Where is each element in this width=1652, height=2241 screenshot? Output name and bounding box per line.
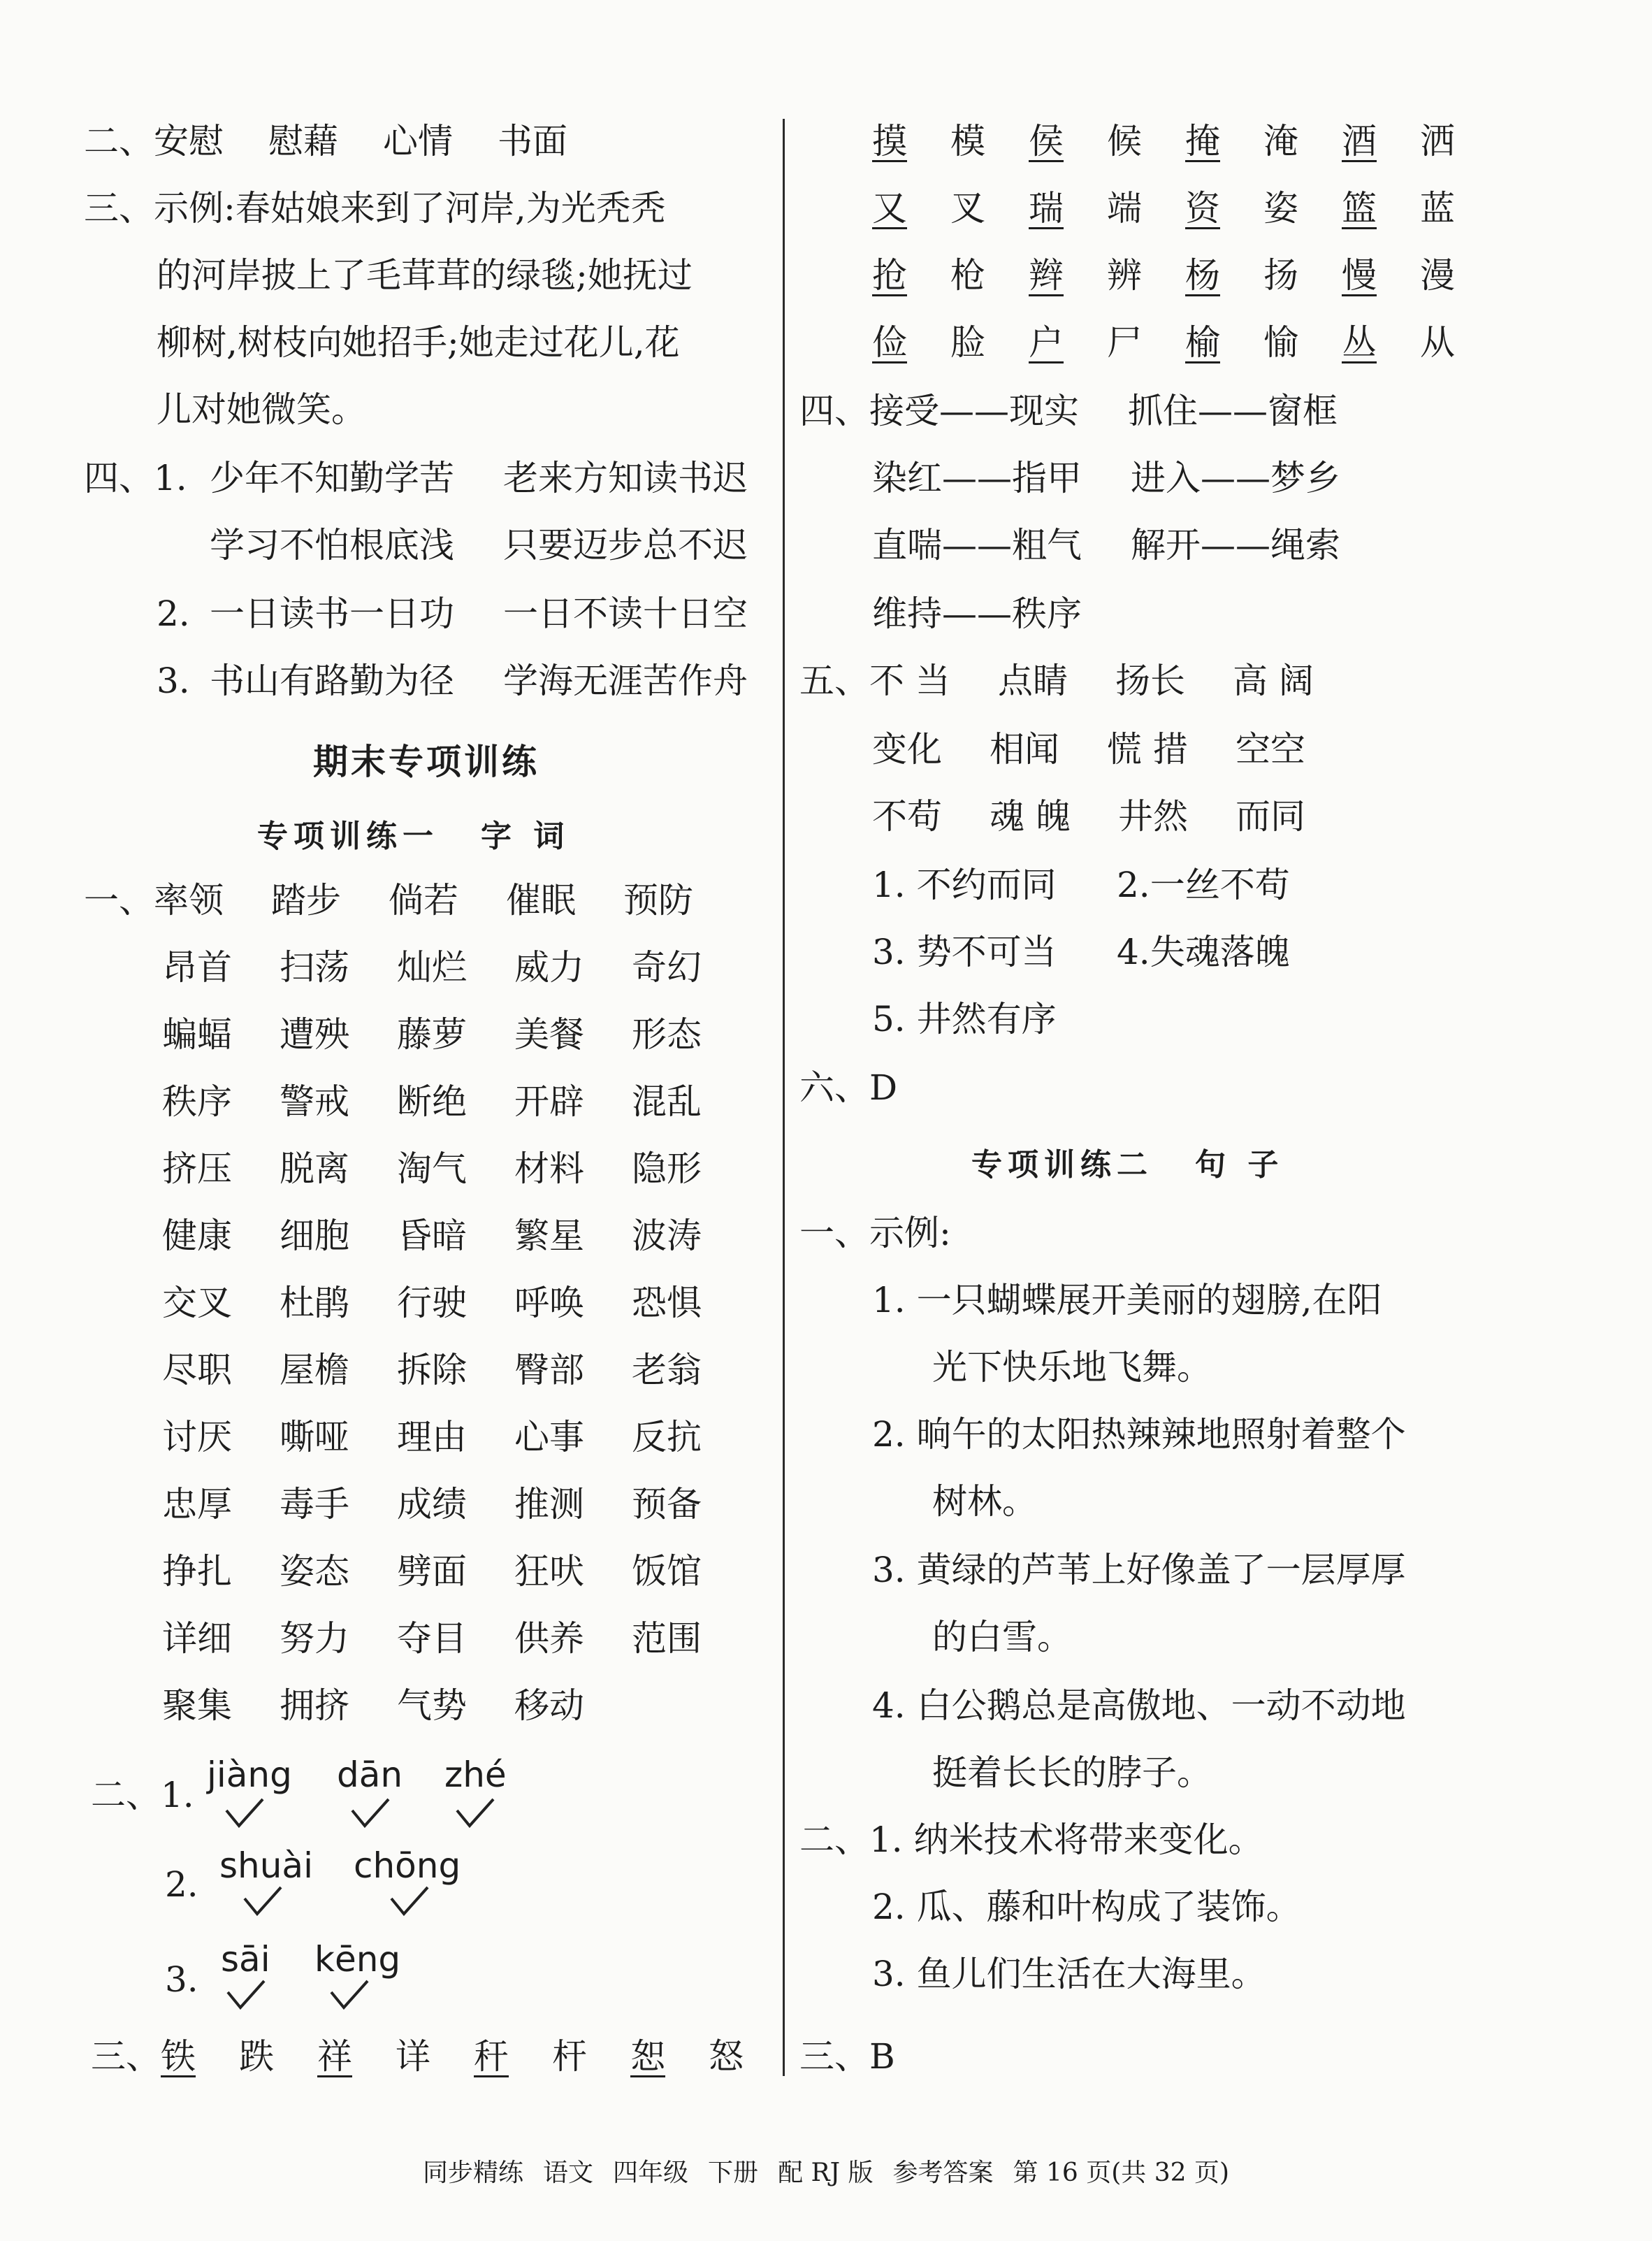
char-pair-row	[91, 2034, 787, 2079]
poem-line	[157, 591, 748, 636]
checkmark-icon	[225, 1980, 267, 2010]
char: 辨	[1107, 255, 1142, 296]
paragraph-text: 示例:春姑娘来到了河岸,为光秃秃	[154, 188, 666, 229]
checkmark-icon	[349, 1798, 391, 1829]
word: 屋檐	[280, 1350, 349, 1390]
item-number: 3.	[157, 661, 190, 701]
word: 拥挤	[280, 1685, 349, 1726]
fill-word: 扬长	[1115, 661, 1185, 701]
word-row	[162, 1348, 749, 1392]
char: 模	[950, 121, 985, 161]
word: 尽职	[162, 1350, 232, 1390]
verse-a: 一日读书一日功	[210, 593, 454, 634]
char: 杆	[552, 2036, 587, 2077]
sentence-line: 2. 晌午的太阳热辣辣地照射着整个	[872, 1414, 1406, 1455]
chosen-char: 抢	[872, 255, 907, 296]
footer-series: 同步精练	[423, 2159, 524, 2187]
word: 恐惧	[632, 1283, 702, 1323]
sentence-line: 挺着长长的脖子。	[932, 1752, 1212, 1793]
char-pair-row	[872, 119, 1498, 164]
word: 波涛	[632, 1216, 702, 1256]
sentence-line: 1. 一只蝴蝶展开美丽的翅膀,在阳	[872, 1280, 1382, 1320]
char: 淹	[1263, 121, 1298, 161]
chosen-char: 辫	[1029, 255, 1064, 296]
word: 嘶哑	[280, 1417, 349, 1457]
idiom-answer: 3. 势不可当	[872, 932, 1057, 972]
word: 蝙蝠	[162, 1014, 232, 1055]
sentence-answer: 3. 鱼儿们生活在大海里。	[872, 1954, 1266, 1994]
word: 藤萝	[397, 1014, 467, 1055]
collocation: 维持——秩序	[872, 593, 1082, 634]
pinyin-text: zhé	[444, 1754, 507, 1795]
fill-word: 不 当	[869, 661, 950, 701]
verse-b: 只要迈步总不迟	[503, 525, 748, 565]
word: 讨厌	[162, 1417, 232, 1457]
word: 催眠	[506, 880, 576, 921]
char: 漫	[1420, 255, 1455, 296]
page-number: 第 16 页(共 32 页)	[1013, 2159, 1229, 2187]
fill-word: 慌 措	[1107, 729, 1188, 770]
sentence-answer-row	[799, 1817, 1263, 1862]
word-row	[162, 1281, 749, 1325]
word: 移动	[514, 1685, 584, 1726]
word: 奇幻	[632, 947, 702, 988]
pinyin-text: kēng	[314, 1939, 401, 1980]
subsection-name: 专项训练一	[257, 819, 439, 854]
checkmark-icon	[328, 1980, 370, 2010]
section-label: 一、示例:	[799, 1213, 951, 1253]
idiom-fill-row	[799, 658, 1314, 703]
sentence-answer: 1. 纳米技术将带来变化。	[869, 1820, 1263, 1860]
word: 毒手	[280, 1484, 349, 1525]
word: 努力	[280, 1618, 349, 1659]
word: 聚集	[162, 1685, 232, 1726]
chosen-char: 铁	[161, 2036, 196, 2077]
verse-b: 一日不读十日空	[503, 593, 748, 634]
word: 警戒	[280, 1081, 349, 1122]
char: 尸	[1107, 322, 1142, 363]
fill-word: 不苟	[872, 796, 942, 837]
idiom-fill-row	[872, 727, 1305, 772]
word: 范围	[632, 1618, 702, 1659]
idiom-answer: 4.失魂落魄	[1117, 932, 1290, 972]
idiom-answer-row	[872, 863, 1290, 907]
section-6-answer: 六、D	[799, 1067, 898, 1108]
section-label: 二、	[91, 1775, 161, 1815]
checkmark-icon	[242, 1886, 284, 1917]
pinyin-row-3	[165, 1957, 198, 2002]
word: 形态	[632, 1014, 702, 1055]
chosen-char: 酒	[1342, 121, 1377, 161]
char: 端	[1107, 188, 1142, 229]
fill-word: 空空	[1236, 729, 1305, 770]
subsection-topic: 句 子	[1195, 1147, 1284, 1183]
chosen-char: 摸	[872, 121, 907, 161]
section-label: 一、	[84, 880, 154, 921]
word: 狂吠	[514, 1551, 584, 1592]
sentence-line: 的白雪。	[932, 1617, 1072, 1657]
word: 预防	[623, 880, 693, 921]
pinyin-text: shuài	[219, 1845, 313, 1886]
collocation-row	[799, 389, 1338, 433]
subsection-topic: 字 词	[481, 819, 570, 854]
item-number: 1.	[154, 458, 187, 498]
pinyin-text: jiàng	[207, 1754, 292, 1795]
footer-volume: 下册	[708, 2159, 759, 2187]
section-label: 四、	[799, 391, 869, 431]
fill-word: 而同	[1236, 796, 1305, 837]
footer-grade: 四年级	[613, 2159, 689, 2187]
char: 候	[1107, 121, 1142, 161]
subsection-title	[257, 811, 570, 856]
answer-word: 慰藉	[268, 121, 338, 161]
idiom-answer: 2.一丝不苟	[1117, 865, 1290, 905]
idiom-answer-row	[872, 930, 1290, 974]
pinyin-text: sāi	[221, 1939, 270, 1980]
pinyin-row-2	[165, 1862, 198, 1907]
paragraph-line: 儿对她微笑。	[157, 389, 366, 430]
word: 扫荡	[280, 947, 349, 988]
word: 臀部	[514, 1350, 584, 1390]
section-label: 四、	[84, 458, 154, 498]
char: 枪	[950, 255, 985, 296]
section-label: 二、	[799, 1820, 869, 1860]
section-3-answer: 三、B	[799, 2036, 895, 2077]
char: 扬	[1263, 255, 1298, 296]
word: 供养	[514, 1618, 584, 1659]
section-label: 二、	[84, 121, 154, 161]
collocation-row	[872, 591, 1082, 636]
sentence-answer: 2. 瓜、藤和叶构成了装饰。	[872, 1887, 1301, 1927]
word: 脱离	[280, 1148, 349, 1189]
left-section-3-line	[84, 186, 666, 231]
word-row	[162, 1415, 749, 1460]
chosen-char: 丛	[1342, 322, 1377, 363]
footer-section: 参考答案	[892, 2159, 994, 2187]
word: 混乱	[632, 1081, 702, 1122]
char: 愉	[1263, 322, 1298, 363]
collocation-row	[872, 523, 1340, 568]
checkmark-icon	[454, 1798, 496, 1829]
word: 劈面	[397, 1551, 467, 1592]
word: 成绩	[397, 1484, 467, 1525]
verse-b: 老来方知读书迟	[503, 458, 748, 498]
char: 姿	[1263, 188, 1298, 229]
page-footer	[0, 2153, 1652, 2189]
fill-word: 点睛	[998, 661, 1068, 701]
sentence-line: 光下快乐地飞舞。	[932, 1347, 1212, 1388]
word: 饭馆	[632, 1551, 702, 1592]
word: 细胞	[280, 1216, 349, 1256]
chosen-char: 慢	[1342, 255, 1377, 296]
checkmark-icon	[389, 1886, 430, 1917]
left-section-2	[84, 119, 612, 164]
word: 昏暗	[397, 1216, 467, 1256]
word: 断绝	[397, 1081, 467, 1122]
checkmark-icon	[224, 1798, 266, 1829]
word: 理由	[397, 1417, 467, 1457]
chosen-char: 榆	[1185, 322, 1220, 363]
word: 行驶	[397, 1283, 467, 1323]
item-number: 1.	[161, 1775, 194, 1815]
word: 淘气	[397, 1148, 467, 1189]
chosen-char: 资	[1185, 188, 1220, 229]
footer-edition: 配 RJ 版	[778, 2159, 874, 2187]
chosen-char: 侯	[1029, 121, 1064, 161]
idiom-fill-row	[872, 794, 1305, 839]
word-row	[162, 1616, 749, 1661]
word: 开辟	[514, 1081, 584, 1122]
answer-word: 安慰	[154, 121, 224, 161]
word: 反抗	[632, 1417, 702, 1457]
collocation: 接受——现实	[869, 391, 1079, 431]
word: 健康	[162, 1216, 232, 1256]
chosen-char: 掩	[1185, 121, 1220, 161]
verse-b: 学海无涯苦作舟	[503, 661, 748, 701]
word: 推测	[514, 1484, 584, 1525]
char: 蓝	[1420, 188, 1455, 229]
word: 倘若	[389, 880, 458, 921]
pinyin-text: chōng	[354, 1845, 461, 1886]
verse-a: 少年不知勤学苦	[210, 458, 454, 498]
word: 拆除	[397, 1350, 467, 1390]
collocation: 解开——绳索	[1131, 525, 1340, 565]
chosen-char: 又	[872, 188, 907, 229]
word-row	[162, 945, 749, 990]
fill-word: 相闻	[990, 729, 1059, 770]
word: 灿烂	[397, 947, 467, 988]
char: 跌	[239, 2036, 274, 2077]
word: 姿态	[280, 1551, 349, 1592]
fill-word: 高 阔	[1233, 661, 1314, 701]
column-divider	[783, 119, 785, 2076]
idiom-answer: 5. 井然有序	[872, 999, 1057, 1039]
word: 率领	[154, 880, 224, 921]
item-number: 2.	[157, 593, 190, 634]
word: 秩序	[162, 1081, 232, 1122]
collocation-row	[872, 456, 1340, 500]
char: 洒	[1420, 121, 1455, 161]
word: 踏步	[271, 880, 341, 921]
word: 心事	[514, 1417, 584, 1457]
word: 昂首	[162, 947, 232, 988]
word: 材料	[514, 1148, 584, 1189]
collocation: 进入——梦乡	[1131, 458, 1340, 498]
word: 气势	[397, 1685, 467, 1726]
sentence-line: 4. 白公鹅总是高傲地、一动不动地	[872, 1685, 1406, 1726]
section-label: 五、	[799, 661, 869, 701]
idiom-answer-row	[872, 997, 1057, 1042]
sentence-line: 树林。	[932, 1481, 1037, 1522]
subsection-name: 专项训练二	[971, 1147, 1153, 1183]
paragraph-line: 的河岸披上了毛茸茸的绿毯;她抚过	[157, 255, 693, 296]
chosen-char: 瑞	[1029, 188, 1064, 229]
word: 挤压	[162, 1148, 232, 1189]
word-row	[162, 1079, 749, 1124]
chosen-char: 篮	[1342, 188, 1377, 229]
chosen-char: 祥	[317, 2036, 352, 2077]
word: 杜鹃	[280, 1283, 349, 1323]
chosen-char: 秆	[474, 2036, 509, 2077]
section-label: 三、	[84, 188, 154, 229]
answer-word: 心情	[383, 121, 453, 161]
answer-word: 书面	[498, 121, 567, 161]
word-row	[162, 1549, 749, 1594]
char: 脸	[950, 322, 985, 363]
char: 叉	[950, 188, 985, 229]
word-row	[84, 878, 741, 923]
word: 交叉	[162, 1283, 232, 1323]
subsection-title	[971, 1139, 1284, 1184]
pinyin-text: dān	[337, 1754, 403, 1795]
word: 详细	[162, 1618, 232, 1659]
poem-line	[210, 523, 748, 568]
item-number: 3.	[165, 1959, 198, 2000]
collocation: 直喘——粗气	[872, 525, 1082, 565]
poem-line	[157, 658, 748, 703]
char: 详	[396, 2036, 430, 2077]
sentence-line: 3. 黄绿的芦苇上好像盖了一层厚厚	[872, 1550, 1406, 1590]
verse-a: 书山有路勤为径	[210, 661, 454, 701]
word: 呼唤	[514, 1283, 584, 1323]
collocation: 染红——指甲	[872, 458, 1082, 498]
word-row	[162, 1683, 632, 1728]
char: 怒	[709, 2036, 744, 2077]
word: 遭殃	[280, 1014, 349, 1055]
chosen-char: 户	[1029, 322, 1064, 363]
fill-word: 魂 魄	[990, 796, 1071, 837]
item-number: 2.	[165, 1864, 198, 1905]
char-pair-row	[872, 253, 1498, 298]
word: 忠厚	[162, 1484, 232, 1525]
paragraph-line: 柳树,树枝向她招手;她走过花儿,花	[157, 322, 680, 363]
word: 挣扎	[162, 1551, 232, 1592]
word: 繁星	[514, 1216, 584, 1256]
word: 夺目	[397, 1618, 467, 1659]
footer-subject: 语文	[543, 2159, 594, 2187]
poem-line	[84, 456, 748, 500]
chosen-char: 俭	[872, 322, 907, 363]
chosen-char: 恕	[630, 2036, 665, 2077]
word: 老翁	[632, 1350, 702, 1390]
idiom-answer: 1. 不约而同	[872, 865, 1057, 905]
fill-word: 井然	[1118, 796, 1188, 837]
word-row	[162, 1146, 749, 1191]
char: 从	[1420, 322, 1455, 363]
word-row	[162, 1213, 749, 1258]
pinyin-row-1	[91, 1773, 194, 1817]
word-row	[162, 1012, 749, 1057]
word-row	[162, 1482, 749, 1527]
page-heading: 期末专项训练	[313, 742, 539, 782]
word: 威力	[514, 947, 584, 988]
section-label: 三、	[91, 2036, 161, 2077]
word: 隐形	[632, 1148, 702, 1189]
chosen-char: 杨	[1185, 255, 1220, 296]
verse-a: 学习不怕根底浅	[210, 525, 454, 565]
fill-word: 变化	[872, 729, 942, 770]
char-pair-row	[872, 320, 1498, 365]
word: 美餐	[514, 1014, 584, 1055]
char-pair-row	[872, 186, 1498, 231]
word: 预备	[632, 1484, 702, 1525]
collocation: 抓住——窗框	[1128, 391, 1338, 431]
